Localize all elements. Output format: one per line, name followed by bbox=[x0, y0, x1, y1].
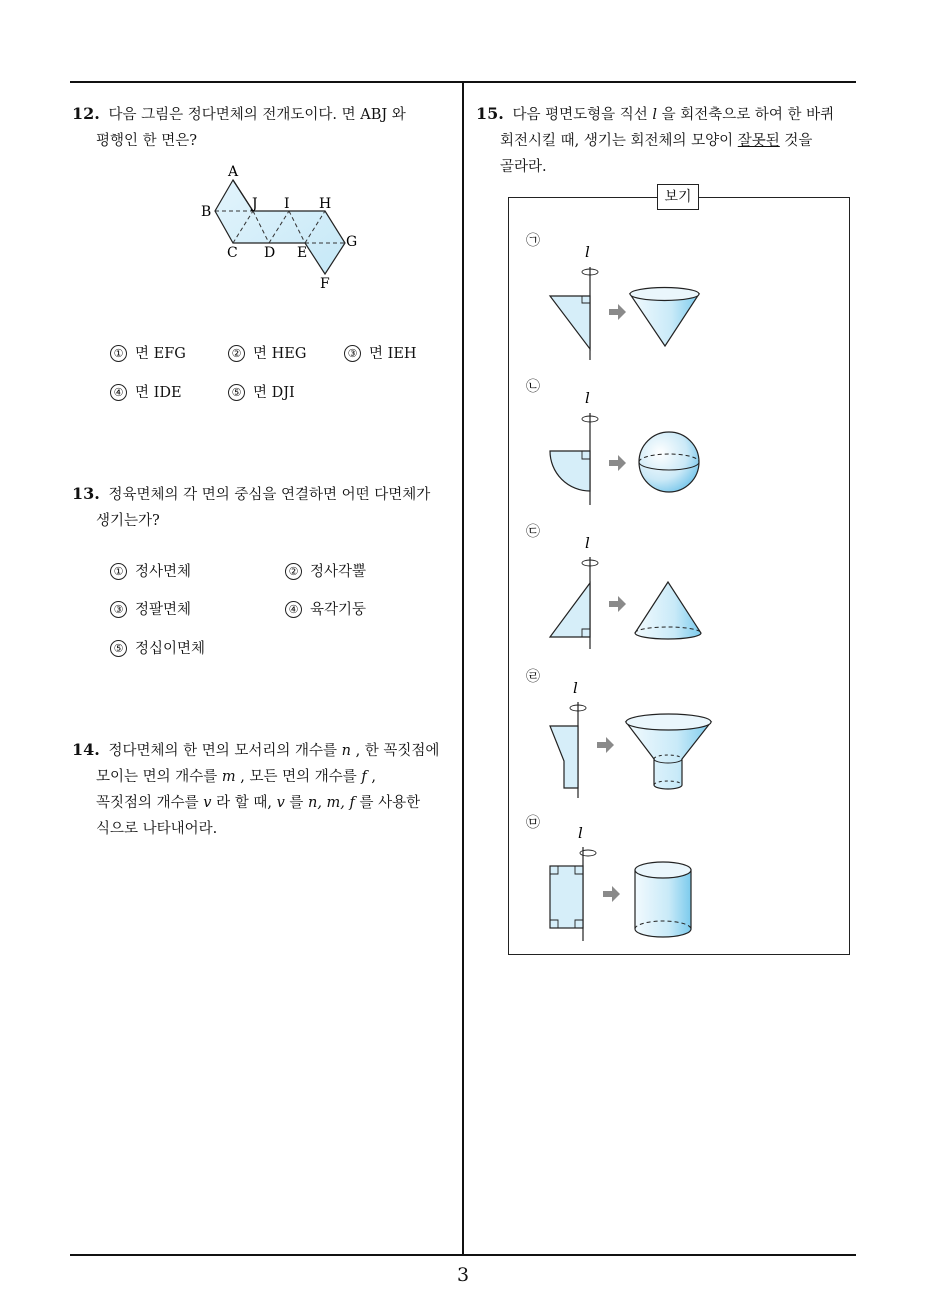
choice-number: ⑤ bbox=[228, 384, 245, 401]
question-number: 12. bbox=[72, 104, 100, 123]
item-mark-1: ㉠ bbox=[526, 233, 540, 249]
vertex-label-E: E bbox=[297, 245, 308, 261]
vertex-label-A: A bbox=[228, 164, 239, 180]
question-text: 라 할 때, bbox=[216, 795, 272, 811]
question-text: 를 사용한 bbox=[359, 795, 421, 811]
axis-label: l bbox=[585, 389, 590, 407]
axis-label: l bbox=[573, 679, 578, 697]
question-text: 다음 그림은 정다면체의 전개도이다. 면 ABJ 와 bbox=[108, 107, 406, 123]
choice-1[interactable] bbox=[110, 342, 186, 363]
choice-number: ④ bbox=[110, 384, 127, 401]
item-mark-3: ㉢ bbox=[526, 524, 540, 540]
choice-3[interactable] bbox=[344, 342, 417, 363]
axis-label: l bbox=[578, 824, 583, 842]
underlined-word: 잘못된 bbox=[737, 133, 780, 149]
choice-number: ② bbox=[228, 345, 245, 362]
item-mark-4: ㉣ bbox=[526, 669, 540, 685]
var-l: l bbox=[652, 107, 657, 123]
var-v: v bbox=[203, 795, 212, 811]
bogi-label: 보기 bbox=[657, 184, 699, 210]
choice-text: 정사각뿔 bbox=[310, 564, 367, 580]
choice-5[interactable] bbox=[110, 637, 205, 658]
choice-text: 정십이면체 bbox=[135, 641, 206, 657]
vertex-label-I: I bbox=[284, 196, 290, 212]
question-text: 정다면체의 한 면의 모서리의 개수를 bbox=[108, 743, 337, 759]
var-f: f bbox=[361, 769, 367, 785]
choice-4[interactable] bbox=[285, 598, 366, 619]
question-text: 평행인 한 면은? bbox=[96, 133, 198, 149]
icosahedron-net-figure bbox=[195, 160, 370, 295]
vertex-label-B: B bbox=[201, 204, 212, 220]
question-text: 를 bbox=[289, 795, 304, 811]
arrow-icon bbox=[609, 304, 626, 320]
question-text: 정육면체의 각 면의 중심을 연결하면 어떤 다면체가 bbox=[108, 487, 431, 503]
choice-2[interactable] bbox=[228, 342, 306, 363]
figure-item-3 bbox=[550, 534, 701, 649]
page-number: 3 bbox=[456, 1264, 470, 1286]
choice-number: ① bbox=[110, 345, 127, 362]
choice-text: 육각기둥 bbox=[310, 602, 367, 618]
question-text: 모이는 면의 개수를 bbox=[96, 769, 218, 785]
choice-text: 면 IEH bbox=[369, 346, 417, 362]
item-mark-5: ㉤ bbox=[526, 815, 540, 831]
choice-number: ④ bbox=[285, 601, 302, 618]
question-15 bbox=[476, 101, 856, 180]
vertex-label-D: D bbox=[264, 245, 276, 261]
figure-item-1 bbox=[550, 243, 699, 360]
question-number: 13. bbox=[72, 484, 100, 503]
question-text: 꼭짓점의 개수를 bbox=[96, 795, 199, 811]
choice-1[interactable] bbox=[110, 560, 191, 581]
choice-text: 면 IDE bbox=[135, 385, 182, 401]
item-mark-2: ㉡ bbox=[526, 379, 540, 395]
vertex-label-C: C bbox=[227, 245, 238, 261]
figure-item-2 bbox=[550, 389, 699, 505]
arrow-icon bbox=[609, 455, 626, 471]
question-number: 14. bbox=[72, 740, 100, 759]
choice-number: ② bbox=[285, 563, 302, 580]
choice-text: 면 HEG bbox=[253, 346, 307, 362]
question-text: 을 회전축으로 하여 한 바퀴 bbox=[661, 107, 835, 123]
question-12 bbox=[72, 101, 452, 154]
choice-number: ⑤ bbox=[110, 640, 127, 657]
question-text: 골라라. bbox=[500, 159, 547, 175]
question-text: , bbox=[371, 769, 376, 785]
vertex-label-F: F bbox=[320, 276, 330, 292]
choice-2[interactable] bbox=[285, 560, 366, 581]
rotation-figures bbox=[508, 197, 848, 953]
choice-text: 면 DJI bbox=[253, 385, 295, 401]
question-text: , 모든 면의 개수를 bbox=[240, 769, 357, 785]
vertex-label-H: H bbox=[319, 196, 332, 212]
var-n: n bbox=[341, 743, 351, 759]
bottom-rule bbox=[70, 1254, 856, 1256]
choice-5[interactable] bbox=[228, 381, 295, 402]
vertex-label-G: G bbox=[346, 234, 358, 250]
question-number: 15. bbox=[476, 104, 504, 123]
choice-text: 면 EFG bbox=[135, 346, 186, 362]
question-text: 생기는가? bbox=[96, 513, 160, 529]
figure-item-5 bbox=[550, 824, 691, 941]
question-text: 회전시킬 때, 생기는 회전체의 모양이 bbox=[500, 133, 734, 149]
question-text: 것을 bbox=[784, 133, 813, 149]
question-13 bbox=[72, 481, 452, 534]
arrow-icon bbox=[597, 737, 614, 753]
question-14 bbox=[72, 737, 457, 842]
choice-4[interactable] bbox=[110, 381, 182, 402]
column-divider bbox=[462, 82, 464, 1255]
choice-text: 정팔면체 bbox=[135, 602, 192, 618]
axis-label: l bbox=[585, 534, 590, 552]
question-text: , 한 꼭짓점에 bbox=[355, 743, 440, 759]
choice-3[interactable] bbox=[110, 598, 191, 619]
choice-text: 정사면체 bbox=[135, 564, 192, 580]
axis-label: l bbox=[585, 243, 590, 261]
choice-number: ③ bbox=[110, 601, 127, 618]
arrow-icon bbox=[603, 886, 620, 902]
arrow-icon bbox=[609, 596, 626, 612]
var-m: m bbox=[221, 769, 236, 785]
var-v: v bbox=[276, 795, 285, 811]
choice-number: ① bbox=[110, 563, 127, 580]
vertex-label-J: J bbox=[252, 196, 258, 212]
question-text: 다음 평면도형을 직선 bbox=[512, 107, 648, 123]
question-text: 식으로 나타내어라. bbox=[96, 821, 218, 837]
var-list: n, m, f bbox=[308, 795, 355, 811]
choice-number: ③ bbox=[344, 345, 361, 362]
figure-item-4 bbox=[550, 679, 711, 798]
